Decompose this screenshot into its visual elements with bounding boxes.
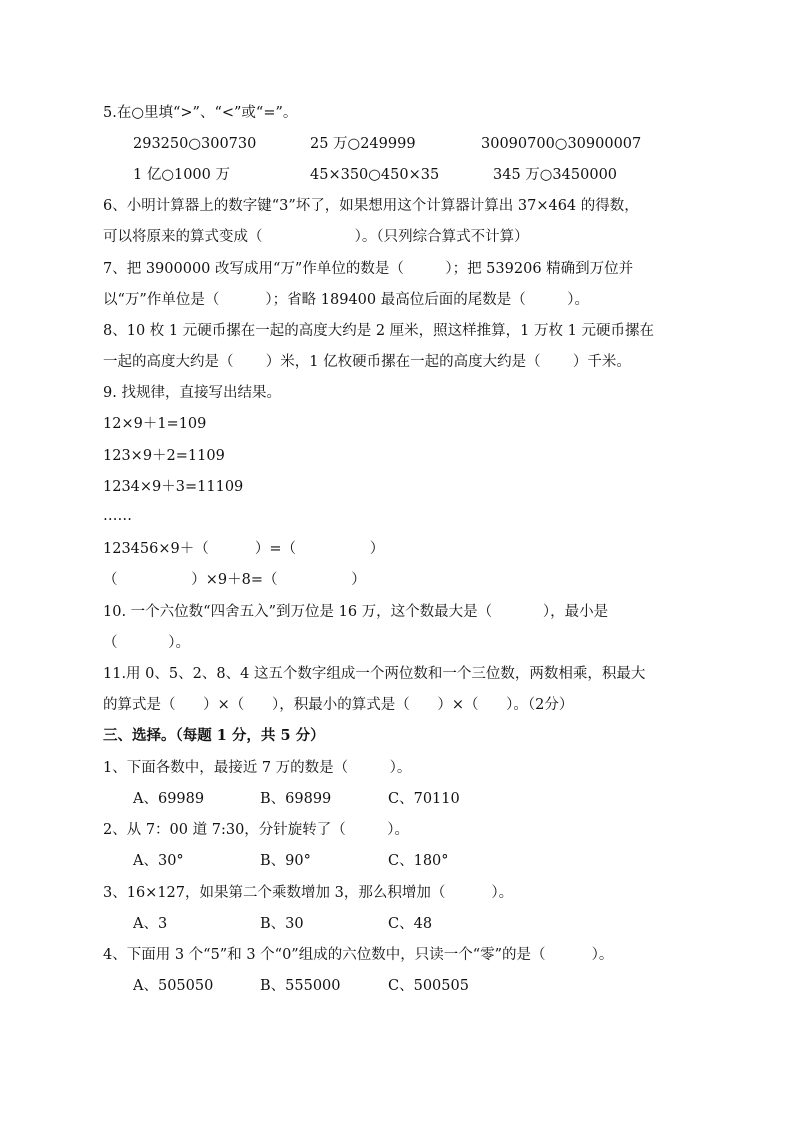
q10-line-1: 10. 一个六位数“四舍五入”到万位是 16 万，这个数最大是（ ），最小是 — [103, 604, 609, 620]
q5-item-b: 25 万○249999 — [310, 136, 416, 152]
q9-blank-2: （ ）×9＋8=（ ） — [103, 572, 366, 588]
q5-item-a: 293250○300730 — [133, 136, 257, 152]
mc4-option-a: A、505050 — [133, 978, 214, 994]
q6-line-1: 6、小明计算器上的数字键“3”坏了，如果想用这个计算器计算出 37×464 的得数， — [103, 198, 639, 214]
mc3-option-a: A、3 — [133, 916, 168, 932]
q8-line-1: 8、10 枚 1 元硬币摞在一起的高度大约是 2 厘米，照这样推算，1 万枚 1 元硬币摞在 — [103, 323, 654, 339]
q9-ellipsis: …… — [103, 508, 132, 524]
q9-prompt: 9. 找规律，直接写出结果。 — [103, 385, 281, 401]
mc2-question: 2、从 7：00 道 7:30，分针旋转了（ ）。 — [103, 822, 410, 838]
mc3-question: 3、16×127，如果第二个乘数增加 3，那么积增加（ ）。 — [103, 885, 514, 901]
q5-item-e: 45×350○450×35 — [310, 167, 440, 183]
q5-item-f: 345 万○3450000 — [493, 167, 618, 183]
q9-pattern-3: 1234×9＋3=11109 — [103, 479, 244, 495]
q11-line-2: 的算式是（ ）×（ ），积最小的算式是（ ）×（ ）。（2分） — [103, 697, 574, 713]
mc3-option-b: B、30 — [260, 916, 304, 932]
section-3-heading: 三、选择。（每题 1 分，共 5 分） — [103, 727, 325, 744]
q10-line-2: （ ）。 — [103, 635, 190, 651]
q9-pattern-2: 123×9＋2=1109 — [103, 448, 225, 464]
q5-prompt: 5.在○里填“>”、“<”或“=”。 — [103, 105, 298, 121]
mc4-question: 4、下面用 3 个“5”和 3 个“0”组成的六位数中，只读一个“零”的是（ ）。 — [103, 947, 614, 963]
mc2-option-a: A、30° — [133, 853, 184, 869]
mc2-option-c: C、180° — [388, 853, 449, 869]
q9-pattern-1: 12×9＋1=109 — [103, 416, 207, 432]
mc2-option-b: B、90° — [260, 853, 311, 869]
mc1-question: 1、下面各数中，最接近 7 万的数是（ ）。 — [103, 760, 412, 776]
mc1-option-c: C、70110 — [388, 791, 460, 807]
mc4-option-b: B、555000 — [260, 978, 341, 994]
q7-line-2: 以“万”作单位是（ ）；省略 189400 最高位后面的尾数是（ ）。 — [103, 292, 589, 308]
q6-line-2: 可以将原来的算式变成（ ）。（只列综合算式不计算） — [103, 229, 529, 245]
mc4-option-c: C、500505 — [388, 978, 469, 994]
q11-line-1: 11.用 0、5、2、8、4 这五个数字组成一个两位数和一个三位数，两数相乘，积最大 — [103, 666, 646, 682]
q9-blank-1: 123456×9＋（ ）=（ ） — [103, 541, 385, 557]
mc3-option-c: C、48 — [388, 916, 433, 932]
q5-item-d: 1 亿○1000 万 — [133, 167, 230, 183]
q8-line-2: 一起的高度大约是（ ）米，1 亿枚硬币摞在一起的高度大约是（ ）千米。 — [103, 354, 631, 370]
q7-line-1: 7、把 3900000 改写成用“万”作单位的数是（ ）；把 539206 精确到万位并 — [103, 261, 634, 277]
mc1-option-a: A、69989 — [133, 791, 205, 807]
mc1-option-b: B、69899 — [260, 791, 332, 807]
q5-item-c: 30090700○30900007 — [481, 136, 642, 152]
